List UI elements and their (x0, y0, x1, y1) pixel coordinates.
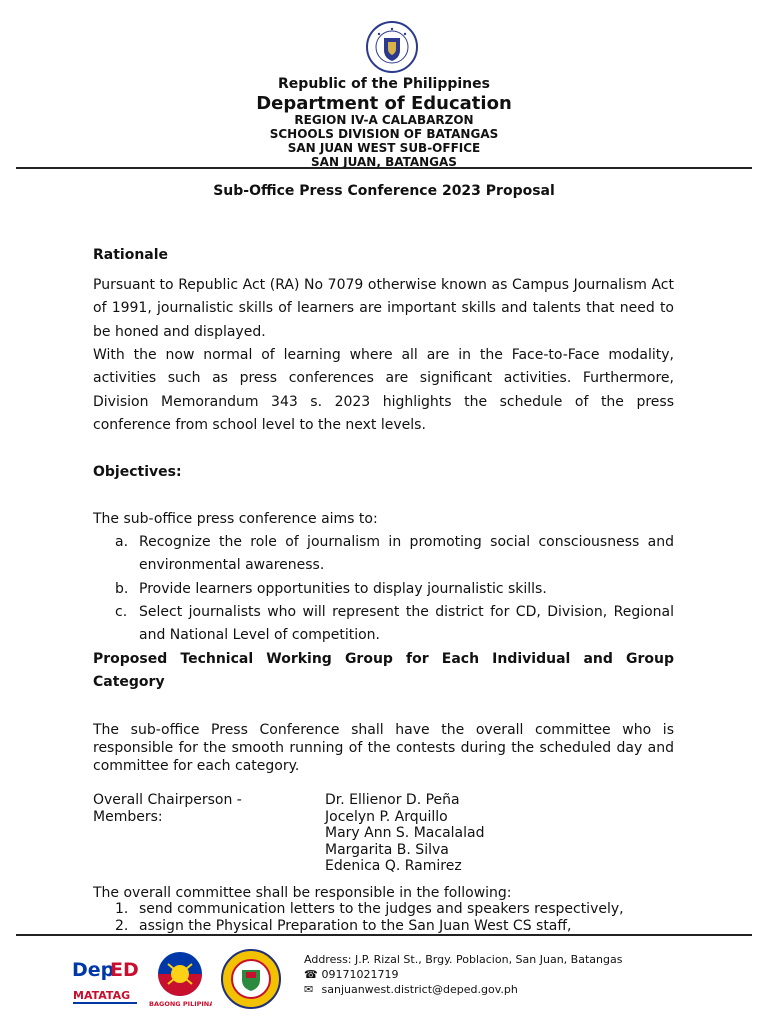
rationale-heading: Rationale (93, 247, 169, 263)
header-rule (16, 167, 752, 169)
members-label: Members: (93, 808, 163, 825)
division-heading: SCHOOLS DIVISION OF BATANGAS (269, 127, 499, 141)
footer-email[interactable]: sanjuanwest.district@deped.gov.ph (321, 983, 518, 996)
member-name: Edenica Q. Ramirez (325, 858, 462, 874)
responsibility-intro: The overall committee shall be responsible in the following: (93, 885, 512, 901)
svg-text:MATATAG: MATATAG (73, 989, 131, 1002)
envelope-icon: ✉ (304, 983, 314, 996)
list-item-text: assign the Physical Preparation to the San Juan West CS staff, (139, 917, 572, 934)
svg-text:ED: ED (110, 959, 139, 981)
list-item (93, 601, 674, 648)
list-item-text: Recognize the role of journalism in promoting social consciousness and environmental awareness. (139, 534, 674, 574)
rationale-paragraph-1: Pursuant to Republic Act (RA) No 7079 otherwise known as Campus Journalism Act of 1991, journalistic skills of learners are important skills and talents that need to be honed and displayed. (93, 277, 674, 340)
twg-heading: Proposed Technical Working Group for Each Individual and Group Category (93, 651, 674, 691)
list-item-text: send communication letters to the judges and speakers respectively, (139, 901, 624, 917)
list-item (93, 531, 674, 578)
footer-phone-row (304, 967, 398, 983)
list-item-text: Select journalists who will represent the district for CD, Division, Regional and National Level of competition. (139, 603, 674, 644)
list-marker: 1. (115, 901, 129, 917)
footer-phone: 09171021719 (321, 968, 399, 981)
deped-matatag-logo (70, 950, 140, 1006)
footer-rule (16, 934, 752, 936)
member-name: Margarita B. Silva (325, 841, 449, 858)
duties-list (93, 901, 674, 934)
list-marker: 2. (115, 917, 129, 934)
footer-address: Address: J.P. Rizal St., Brgy. Poblacion, San Juan, Batangas (304, 953, 623, 966)
svg-text:Dep: Dep (72, 959, 115, 981)
footer-email-row (304, 982, 518, 998)
bagong-pilipinas-logo (148, 950, 212, 1008)
department-heading: Department of Education (256, 93, 512, 114)
deped-seal-icon (365, 20, 419, 74)
member-name: Mary Ann S. Macalalad (325, 825, 485, 841)
document-title: Sub-Office Press Conference 2023 Proposal (213, 183, 555, 199)
objectives-heading: Objectives: (93, 464, 182, 480)
chair-label: Overall Chairperson - (93, 792, 242, 808)
list-item (93, 918, 674, 935)
list-marker: b. (115, 580, 129, 597)
republic-heading: Republic of the Philippines (278, 76, 490, 92)
objectives-intro: The sub-office press conference aims to: (93, 511, 378, 527)
committee-roster (93, 792, 674, 875)
list-item-text: Provide learners opportunities to display journalistic skills. (139, 580, 547, 597)
phone-icon: ☎ (304, 968, 318, 981)
svg-text:BAGONG PILIPINAS: BAGONG PILIPINAS (149, 1000, 212, 1008)
twg-intro: The sub-office Press Conference shall have the overall committee who is responsible for the smooth running of the contests during the scheduled day and committee for each category. (93, 722, 674, 774)
rationale-paragraph-2: With the now normal of learning where all are in the Face-to-Face modality, activities such as press conferences are significant activities. Furthermore, Division Memorandum 343 s. 2023 highlights the schedule of the press conference from school level to the next levels. (93, 347, 674, 433)
chair-name: Dr. Ellienor D. Peña (325, 792, 460, 808)
list-marker: a. (115, 534, 129, 550)
list-item (93, 901, 674, 918)
sub-office-heading: SAN JUAN WEST SUB-OFFICE (287, 141, 481, 155)
location-heading: SAN JUAN, BATANGAS (311, 155, 457, 169)
list-item (93, 578, 674, 601)
region-heading: REGION IV-A CALABARZON (294, 113, 474, 127)
district-seal-icon (220, 948, 282, 1010)
objectives-list (93, 531, 674, 647)
member-name: Jocelyn P. Arquillo (325, 808, 448, 825)
list-marker: c. (115, 603, 128, 620)
